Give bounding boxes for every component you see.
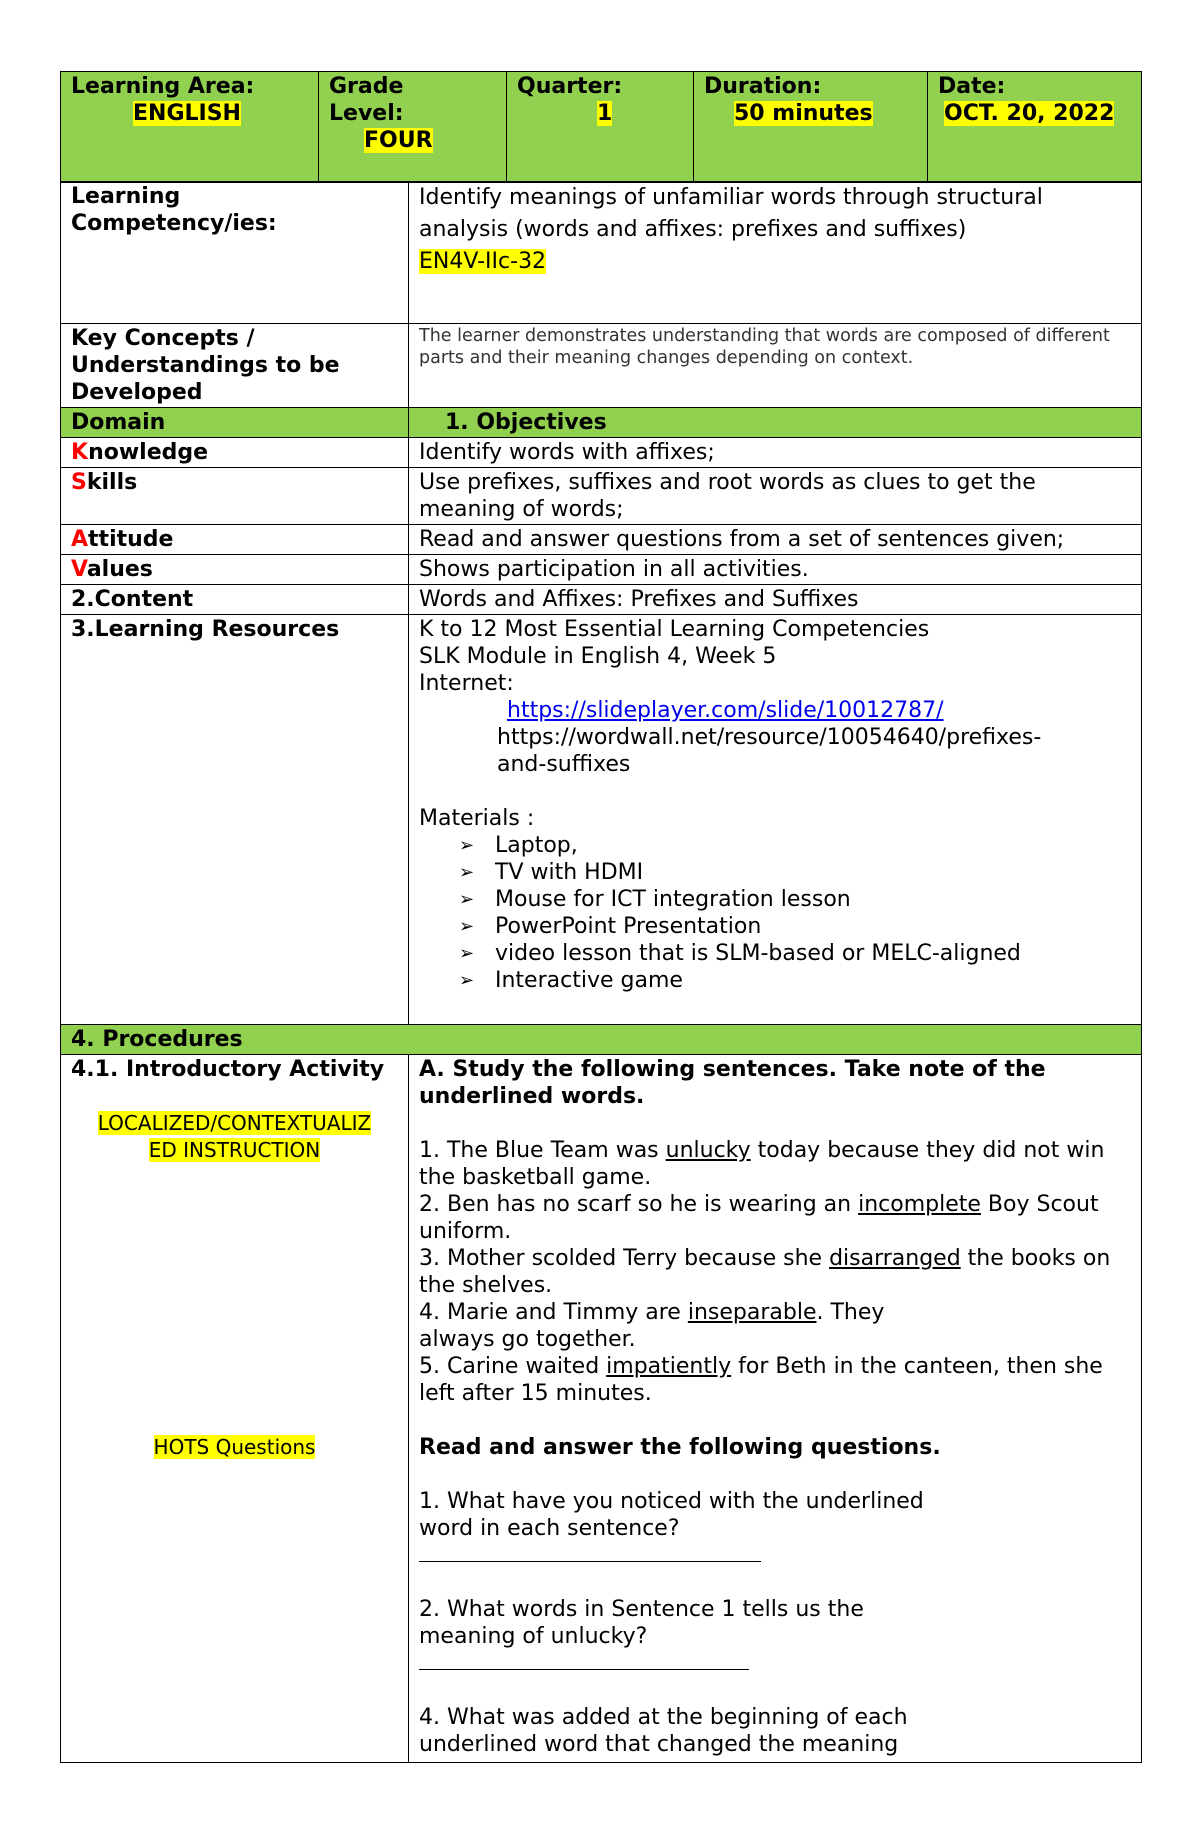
objectives-heading-row (61, 408, 1142, 438)
quarter-label: Quarter: (517, 74, 623, 99)
procedures-heading: 4. Procedures (61, 1025, 1142, 1055)
arrow-bullet-icon: ➢ (459, 943, 475, 964)
question-2-line2: meaning of unlucky? (419, 1624, 648, 1649)
underlined-word: incomplete (858, 1192, 981, 1217)
material-item: ➢ Mouse for ICT integration lesson (459, 887, 851, 912)
localized-label-line1: LOCALIZED/CONTEXTUALIZ (97, 1111, 372, 1135)
sentence-4: 4. Marie and Timmy are inseparable. They always go together. (419, 1300, 885, 1352)
grade-level-value: FOUR (364, 128, 433, 153)
grade-label-line1: Grade (329, 74, 404, 99)
resources-row (61, 615, 1142, 1025)
quarter-value: 1 (597, 101, 613, 126)
quarter-cell (507, 72, 694, 183)
materials-list (419, 832, 1131, 994)
sentence-2: 2. Ben has no scarf so he is wearing an incomplete Boy Scout uniform. (419, 1192, 1099, 1244)
wordwall-link-line1: https://wordwall.net/resource/10054640/prefixes- (497, 725, 1042, 750)
instruction-a: A. Study the following sentences. Take note of the underlined words. (419, 1057, 1046, 1109)
competency-code: EN4V-IIc-32 (419, 249, 547, 274)
material-item: ➢ PowerPoint Presentation (459, 914, 762, 939)
slideplayer-link[interactable]: https://slideplayer.com/slide/10012787/ (507, 698, 944, 723)
introductory-activity-row (61, 1055, 1142, 1763)
date-cell (928, 72, 1142, 183)
material-item: ➢ video lesson that is SLM-based or MELC-aligned (459, 941, 1021, 966)
resources-label: 3.Learning Resources (61, 615, 409, 1025)
domain-letter-v: V (71, 557, 87, 582)
learning-area-cell (61, 72, 319, 183)
objective-text-knowledge: Identify words with affixes; (409, 438, 1142, 468)
objective-row-attitude (61, 525, 1142, 555)
key-concepts-label: Key Concepts / Understandings to be Developed (61, 324, 409, 408)
domain-label: Domain (61, 408, 409, 438)
localized-label-line2: ED INSTRUCTION (148, 1138, 321, 1162)
question-4-line1: 4. What was added at the beginning of each (419, 1705, 908, 1730)
arrow-bullet-icon: ➢ (459, 835, 475, 856)
arrow-bullet-icon: ➢ (459, 970, 475, 991)
competency-label-line2: Competency/ies: (71, 211, 277, 236)
underlined-word: unlucky (665, 1138, 751, 1163)
content-label: 2.Content (61, 585, 409, 615)
duration-label: Duration: (704, 74, 822, 99)
question-1-line2: word in each sentence? (419, 1516, 680, 1541)
main-table (60, 181, 1142, 1763)
answer-blank-2[interactable] (419, 1653, 749, 1670)
material-item: ➢ TV with HDMI (459, 860, 644, 885)
objective-text-skills: Use prefixes, suffixes and root words as clues to get the meaning of words; (409, 468, 1142, 525)
arrow-bullet-icon: ➢ (459, 862, 475, 883)
domain-rest-k: nowledge (88, 440, 209, 465)
date-label: Date: (938, 74, 1006, 99)
learning-area-label: Learning Area: (71, 74, 255, 99)
questions-heading: Read and answer the following questions. (419, 1435, 941, 1460)
key-concepts-text: The learner demonstrates understanding that words are composed of different parts and their meaning changes depending on context. (409, 324, 1142, 408)
content-row (61, 585, 1142, 615)
domain-rest-v: alues (86, 557, 153, 582)
underlined-word: disarranged (829, 1246, 961, 1271)
material-item: ➢ Laptop, (459, 833, 578, 858)
learning-area-value: ENGLISH (133, 101, 241, 126)
domain-letter-a: A (71, 527, 89, 552)
sentence-1: 1. The Blue Team was unlucky today because they did not win the basketball game. (419, 1138, 1105, 1190)
hots-questions-label: HOTS Questions (153, 1435, 316, 1459)
procedures-heading-row (61, 1025, 1142, 1055)
objective-row-skills (61, 468, 1142, 525)
grade-level-cell (319, 72, 507, 183)
competency-text: Identify meanings of unfamiliar words through structural analysis (words and affixes: prefixes and suffixes) (419, 185, 1043, 242)
wordwall-link-line2: and-suffixes (497, 752, 631, 777)
domain-rest-s: kills (86, 470, 138, 495)
key-concepts-row (61, 324, 1142, 408)
underlined-word: inseparable (687, 1300, 817, 1325)
competency-label-line1: Learning (71, 184, 181, 209)
duration-value: 50 minutes (734, 101, 873, 126)
domain-letter-s: S (71, 470, 87, 495)
duration-cell (694, 72, 928, 183)
arrow-bullet-icon: ➢ (459, 889, 475, 910)
competency-row (61, 182, 1142, 324)
objective-row-values (61, 555, 1142, 585)
objectives-heading: 1. Objectives (409, 408, 1142, 438)
resource-line-1: K to 12 Most Essential Learning Competencies (419, 617, 930, 642)
domain-letter-k: K (71, 440, 89, 465)
header-table (60, 71, 1142, 183)
resource-line-2: SLK Module in English 4, Week 5 (419, 644, 777, 669)
grade-label-line2: Level: (329, 101, 404, 126)
answer-blank-1[interactable] (419, 1545, 761, 1562)
underlined-word: impatiently (606, 1354, 732, 1379)
objective-row-knowledge (61, 438, 1142, 468)
objective-text-values: Shows participation in all activities. (409, 555, 1142, 585)
material-item: ➢ Interactive game (459, 968, 683, 993)
objective-text-attitude: Read and answer questions from a set of sentences given; (409, 525, 1142, 555)
question-2-line1: 2. What words in Sentence 1 tells us the (419, 1597, 864, 1622)
intro-activity-label: 4.1. Introductory Activity (71, 1057, 385, 1082)
resource-line-3: Internet: (419, 671, 514, 696)
date-value: OCT. 20, 2022 (944, 101, 1115, 126)
materials-label: Materials : (419, 806, 535, 831)
question-1-line1: 1. What have you noticed with the underlined (419, 1489, 924, 1514)
sentence-3: 3. Mother scolded Terry because she disarranged the books on the shelves. (419, 1246, 1111, 1298)
sentence-5: 5. Carine waited impatiently for Beth in the canteen, then she left after 15 minutes. (419, 1354, 1103, 1406)
content-text: Words and Affixes: Prefixes and Suffixes (409, 585, 1142, 615)
arrow-bullet-icon: ➢ (459, 916, 475, 937)
domain-rest-a: ttitude (88, 527, 174, 552)
question-4-line2: underlined word that changed the meaning (419, 1732, 899, 1757)
